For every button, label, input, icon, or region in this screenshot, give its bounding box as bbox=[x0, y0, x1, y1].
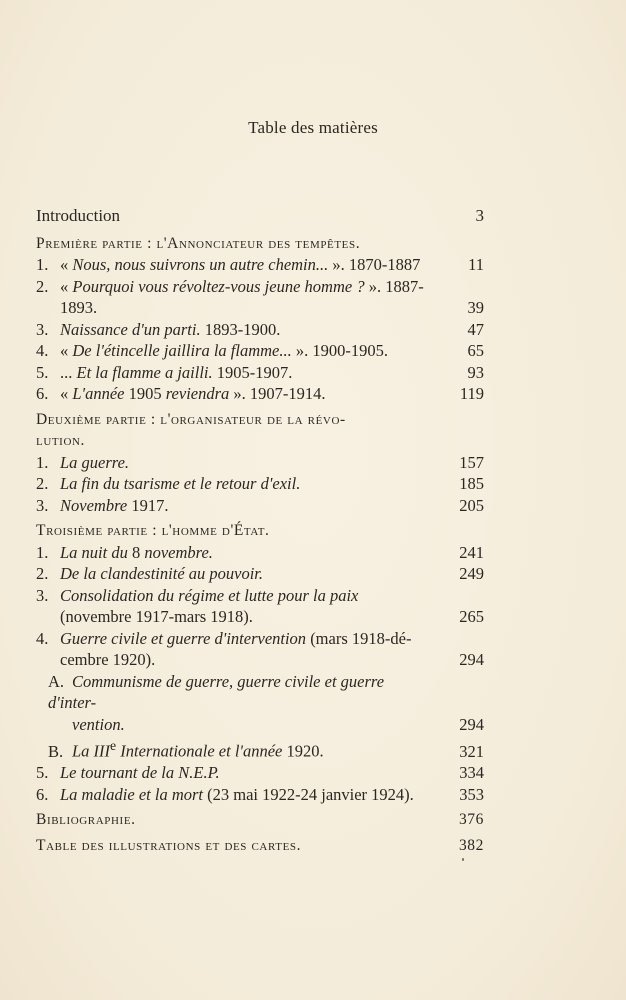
chapter-dates: (novembre 1917-mars 1918). bbox=[60, 607, 253, 626]
chapter-dates: ». 1900-1905. bbox=[291, 341, 388, 360]
toc-entry-bibliography[interactable] bbox=[36, 809, 484, 831]
toc-page-number: 334 bbox=[459, 763, 484, 782]
chapter-title: La guerre. bbox=[60, 452, 130, 472]
part-title: Deuxième partie : l'organisateur de la révo- bbox=[36, 410, 346, 428]
chapter-title: De la clandestinité au pouvoir. bbox=[60, 564, 264, 583]
chapter-number: 3. bbox=[36, 495, 49, 515]
toc-page-number: 93 bbox=[467, 362, 484, 382]
toc-entry[interactable] bbox=[36, 762, 484, 784]
chapter-number: 6. bbox=[36, 384, 49, 403]
chapter-title: Naissance d'un parti. bbox=[60, 319, 201, 339]
superscript: e bbox=[110, 738, 117, 753]
toc-entry[interactable] bbox=[36, 254, 484, 276]
toc-page-number: 241 bbox=[459, 542, 484, 562]
chapter-dates: ». 1887- bbox=[364, 276, 424, 296]
chapter-date: 8 bbox=[127, 542, 145, 562]
part-title: Première partie : l'Annonciateur des tempêtes. bbox=[36, 234, 361, 252]
chapter-number: 1. bbox=[36, 542, 49, 562]
toc-page-number: 294 bbox=[459, 714, 484, 734]
toc-entry-illustrations[interactable] bbox=[36, 835, 484, 857]
toc-entry-label: Table des illustrations et des cartes. bbox=[36, 836, 302, 854]
chapter-title: Et la flamme a jailli. bbox=[76, 362, 213, 382]
part-heading-1 bbox=[36, 233, 484, 255]
chapter-dates: 1905-1907. bbox=[212, 362, 293, 382]
section-letter: A. bbox=[48, 671, 65, 691]
toc-entry[interactable] bbox=[36, 784, 484, 806]
toc-entry[interactable] bbox=[36, 276, 484, 319]
chapter-title: Pourquoi vous révoltez-vous jeune homme ? bbox=[72, 276, 365, 296]
toc-entry[interactable] bbox=[36, 383, 484, 405]
chapter-number: 5. bbox=[36, 362, 49, 382]
toc-page-number: 294 bbox=[459, 650, 484, 669]
chapter-year: 1905 bbox=[124, 384, 166, 403]
toc-entry[interactable] bbox=[36, 495, 484, 517]
section-letter: B. bbox=[48, 741, 64, 761]
toc-entry[interactable] bbox=[36, 452, 484, 474]
chapter-open: « bbox=[60, 341, 73, 360]
section-title-continued: vention. bbox=[72, 714, 125, 734]
toc-entry-introduction[interactable] bbox=[36, 205, 484, 227]
section-title: La III bbox=[72, 741, 111, 761]
chapter-title: La maladie et la mort bbox=[60, 784, 203, 804]
chapter-dates-continued: 1893. bbox=[60, 298, 98, 317]
toc-page-number: 185 bbox=[459, 474, 484, 493]
chapter-title-continued: novembre. bbox=[144, 542, 213, 562]
toc-page-number: 353 bbox=[459, 784, 484, 804]
toc-entry[interactable] bbox=[36, 340, 484, 362]
chapter-open: « bbox=[60, 384, 73, 403]
chapter-number: 1. bbox=[36, 452, 49, 472]
toc-page-number: 119 bbox=[459, 384, 484, 403]
chapter-dates: ». 1907-1914. bbox=[229, 384, 326, 403]
chapter-title: Novembre bbox=[60, 495, 128, 515]
chapter-number: 2. bbox=[36, 276, 49, 296]
toc-page-number: 321 bbox=[459, 741, 484, 761]
section-title-continued: Internationale et l'année bbox=[116, 741, 283, 761]
chapter-number: 4. bbox=[36, 628, 49, 648]
chapter-number: 1. bbox=[36, 255, 49, 274]
toc-page-number: 376 bbox=[458, 811, 484, 828]
toc-entry[interactable] bbox=[36, 585, 484, 628]
chapter-dates: 1893-1900. bbox=[200, 319, 281, 339]
chapter-number: 3. bbox=[36, 585, 49, 605]
table-of-contents bbox=[36, 205, 484, 856]
section-title: Communisme de guerre, guerre civile et guerre d'inter- bbox=[48, 671, 385, 712]
part-heading-2 bbox=[36, 409, 484, 452]
part-title-continued: lution. bbox=[36, 432, 86, 449]
toc-page-number: 265 bbox=[459, 607, 484, 626]
chapter-number: 6. bbox=[36, 784, 49, 804]
toc-entry[interactable] bbox=[36, 473, 484, 495]
chapter-number: 3. bbox=[36, 319, 49, 339]
toc-page-number: 39 bbox=[467, 298, 484, 317]
chapter-title: Consolidation du régime et lutte pour la paix bbox=[60, 585, 359, 605]
toc-page-number: 47 bbox=[467, 319, 484, 339]
toc-entry[interactable] bbox=[36, 628, 484, 671]
toc-page-number: 65 bbox=[467, 341, 484, 360]
chapter-title: Guerre civile et guerre d'intervention bbox=[60, 628, 307, 648]
chapter-title: Nous, nous suivrons un autre chemin... bbox=[72, 255, 329, 274]
chapter-title: La nuit du bbox=[60, 542, 128, 562]
chapter-title: Le tournant de la N.E.P. bbox=[60, 763, 220, 782]
chapter-number: 2. bbox=[36, 564, 49, 583]
toc-entry[interactable] bbox=[36, 542, 484, 564]
toc-entry[interactable] bbox=[36, 362, 484, 384]
section-year: 1920. bbox=[282, 741, 324, 761]
toc-entry-label: Bibliographie. bbox=[36, 811, 136, 828]
part-title: Troisième partie : l'homme d'État. bbox=[36, 522, 270, 539]
toc-page-number: 11 bbox=[468, 255, 484, 274]
chapter-dates: (23 mai 1922-24 janvier 1924). bbox=[203, 784, 414, 804]
chapter-number: 4. bbox=[36, 341, 49, 360]
chapter-dates-continued: cembre 1920). bbox=[60, 650, 156, 669]
ink-speck bbox=[462, 858, 464, 861]
toc-page-number: 3 bbox=[475, 206, 484, 225]
toc-entry[interactable] bbox=[36, 563, 484, 585]
toc-page-number: 157 bbox=[459, 452, 484, 472]
toc-entry-label: Introduction bbox=[36, 206, 121, 225]
toc-page-number: 382 bbox=[458, 836, 484, 854]
chapter-title-continued: reviendra bbox=[165, 384, 230, 403]
chapter-open: ... bbox=[60, 362, 77, 382]
page-title: Table des matières bbox=[248, 118, 378, 137]
chapter-dates: (mars 1918-dé- bbox=[306, 628, 412, 648]
chapter-number: 5. bbox=[36, 763, 49, 782]
toc-subentry[interactable] bbox=[36, 735, 484, 762]
toc-page-number: 205 bbox=[459, 495, 484, 515]
chapter-dates: ». 1870-1887 bbox=[328, 255, 421, 274]
chapter-number: 2. bbox=[36, 474, 49, 493]
chapter-title: La fin du tsarisme et le retour d'exil. bbox=[60, 474, 301, 493]
toc-subentry[interactable] bbox=[36, 671, 484, 736]
toc-entry[interactable] bbox=[36, 319, 484, 341]
part-heading-3 bbox=[36, 520, 484, 542]
chapter-title: De l'étincelle jaillira la flamme... bbox=[72, 341, 292, 360]
chapter-dates: 1917. bbox=[127, 495, 169, 515]
toc-page-number: 249 bbox=[459, 564, 484, 583]
chapter-title: L'année bbox=[72, 384, 125, 403]
chapter-open: « bbox=[60, 276, 73, 296]
chapter-open: « bbox=[60, 255, 73, 274]
